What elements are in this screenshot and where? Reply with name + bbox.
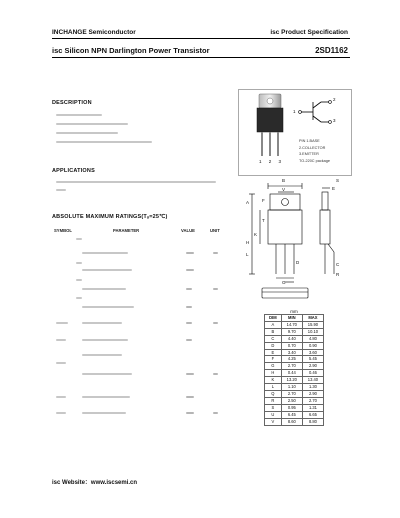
dim-letter-D: D — [296, 260, 300, 265]
pin-note: PIN 1.BASE — [299, 139, 320, 143]
ratings-parameter — [82, 306, 134, 308]
dim-letter-L: L — [246, 252, 249, 257]
schematic-label-emitter: 3 — [333, 118, 336, 123]
dim-cell: D — [265, 342, 282, 349]
ratings-parameter — [82, 339, 128, 341]
max-cell: 1.31 — [302, 404, 323, 411]
dimensions-header-row — [265, 315, 324, 322]
dim-letter-A: A — [246, 200, 250, 205]
min-cell: 9.70 — [281, 328, 302, 335]
min-cell: 14.70 — [281, 321, 302, 328]
dim-cell: H — [265, 370, 282, 377]
footer-website: isc Website：www.iscsemi.cn — [52, 480, 138, 486]
min-cell: 4.40 — [281, 335, 302, 342]
min-cell: 2.70 — [281, 390, 302, 397]
col-unit: UNIT — [210, 228, 220, 233]
dim-cell: E — [265, 349, 282, 356]
document-type: isc Product Specification — [270, 29, 348, 36]
max-cell: 4.80 — [302, 335, 323, 342]
max-cell: 2.70 — [302, 397, 323, 404]
applications-heading: APPLICATIONS — [52, 168, 95, 174]
schematic-label-collector: 2 — [333, 97, 336, 102]
ratings-symbol — [76, 262, 82, 264]
table-row — [265, 411, 324, 418]
ratings-unit — [213, 373, 218, 375]
end-view-diagram — [238, 282, 350, 304]
dimensions-unit: mm — [290, 309, 298, 314]
ratings-parameter — [82, 396, 130, 398]
ratings-value — [186, 373, 194, 375]
dim-letter-K: K — [254, 232, 258, 237]
table-row — [265, 404, 324, 411]
ratings-value — [186, 322, 192, 324]
max-cell: 0.46 — [302, 370, 323, 377]
ratings-symbol — [56, 322, 68, 324]
ratings-symbol — [56, 362, 66, 364]
ratings-value — [186, 288, 192, 290]
table-row — [265, 342, 324, 349]
title-rule — [52, 57, 350, 58]
dim-cell: Q — [265, 390, 282, 397]
table-row — [265, 370, 324, 377]
ratings-unit — [213, 288, 218, 290]
table-row — [265, 377, 324, 384]
dim-cell: C — [265, 335, 282, 342]
max-cell: 15.90 — [302, 321, 323, 328]
dim-letter-S: S — [336, 178, 340, 183]
table-row — [265, 356, 324, 363]
dim-letter-B: B — [282, 178, 286, 183]
ratings-value — [186, 412, 194, 414]
max-cell: 5.45 — [302, 356, 323, 363]
table-row — [265, 335, 324, 342]
min-cell: 8.60 — [281, 418, 302, 425]
max-cell: 10.10 — [302, 328, 323, 335]
pin-note: TO-220C package — [299, 158, 330, 163]
max-cell: 8.80 — [302, 418, 323, 425]
transistor-photo — [239, 90, 351, 175]
table-row — [265, 349, 324, 356]
min-cell: 4.25 — [281, 356, 302, 363]
max-cell: 1.30 — [302, 384, 323, 391]
ratings-parameter — [82, 354, 122, 356]
max-cell: 6.65 — [302, 411, 323, 418]
dim-letter-C: C — [336, 262, 340, 267]
company-name: INCHANGE Semiconductor — [52, 29, 136, 36]
dim-header: DIM — [265, 315, 282, 322]
dim-cell: L — [265, 384, 282, 391]
header-rule — [52, 38, 350, 39]
product-title: isc Silicon NPN Darlington Power Transistor — [52, 46, 210, 55]
description-heading: DESCRIPTION — [52, 100, 92, 106]
min-cell: 0.44 — [281, 370, 302, 377]
ratings-parameter — [82, 252, 128, 254]
min-cell: 13.20 — [281, 377, 302, 384]
min-cell: 3.40 — [281, 349, 302, 356]
dim-letter-V: V — [282, 187, 286, 192]
dim-letter-F: F — [262, 198, 265, 203]
part-number: 2SD1162 — [315, 46, 348, 55]
table-row — [265, 397, 324, 404]
max-cell: 3.60 — [302, 349, 323, 356]
table-row — [265, 321, 324, 328]
max-cell: 13.40 — [302, 377, 323, 384]
description-line — [56, 123, 128, 125]
dim-cell: K — [265, 377, 282, 384]
pin-note: 2.COLLECTOR — [299, 145, 326, 150]
dim-cell: B — [265, 328, 282, 335]
ratings-value — [186, 396, 194, 398]
ratings-symbol — [56, 412, 66, 414]
dim-cell: U — [265, 411, 282, 418]
min-header: MIN — [281, 315, 302, 322]
ratings-symbol — [76, 279, 82, 281]
table-row — [265, 363, 324, 370]
min-cell: 6.45 — [281, 411, 302, 418]
ratings-parameter — [82, 373, 132, 375]
table-row — [265, 384, 324, 391]
ratings-parameter — [82, 412, 126, 414]
dimensions-table — [264, 314, 324, 426]
dimensions-table-container — [264, 309, 324, 426]
ratings-symbol — [56, 396, 66, 398]
col-value: VALUE — [181, 228, 195, 233]
ratings-unit — [213, 412, 218, 414]
col-parameter: PARAMETER — [113, 228, 140, 233]
ratings-heading: ABSOLUTE MAXIMUM RATINGS(Tₐ=25℃) — [52, 214, 168, 220]
ratings-value — [186, 306, 192, 308]
table-row — [265, 328, 324, 335]
ratings-unit — [213, 322, 218, 324]
col-symbol: SYMBOL — [54, 228, 72, 233]
dim-letter-H: H — [246, 240, 250, 245]
min-cell: 2.70 — [281, 363, 302, 370]
description-line — [56, 132, 118, 134]
dim-cell: S — [265, 404, 282, 411]
max-header: MAX — [302, 315, 323, 322]
ratings-symbol — [56, 339, 66, 341]
min-cell: 0.70 — [281, 342, 302, 349]
end-view-drawing — [238, 282, 350, 304]
ratings-value — [186, 339, 192, 341]
pin-numbers: 1 2 3 — [259, 159, 285, 164]
description-line — [56, 141, 152, 143]
min-cell: 1.10 — [281, 384, 302, 391]
max-cell: 2.90 — [302, 363, 323, 370]
schematic-label-base: 1 — [293, 109, 296, 114]
dim-cell: A — [265, 321, 282, 328]
table-row — [265, 418, 324, 425]
ratings-value — [186, 269, 194, 271]
ratings-value — [186, 252, 194, 254]
ratings-unit — [213, 252, 218, 254]
table-row — [265, 390, 324, 397]
package-photo-box — [238, 89, 352, 176]
dim-cell: G — [265, 363, 282, 370]
applications-line — [56, 189, 66, 191]
ratings-parameter — [82, 269, 132, 271]
ratings-symbol — [76, 297, 82, 299]
dim-letter-R: R — [336, 272, 340, 277]
pin-notes — [299, 138, 330, 164]
min-cell: 2.50 — [281, 397, 302, 404]
ratings-symbol — [76, 238, 82, 240]
applications-line — [56, 181, 216, 183]
max-cell: 2.90 — [302, 390, 323, 397]
pin-note: 3.EMITTER — [299, 152, 319, 156]
dim-letter-E: E — [332, 186, 336, 191]
ratings-parameter — [82, 288, 126, 290]
min-cell: 0.95 — [281, 404, 302, 411]
dim-letter-G: G — [282, 280, 286, 285]
dim-cell: R — [265, 397, 282, 404]
max-cell: 0.90 — [302, 342, 323, 349]
ratings-parameter — [82, 322, 122, 324]
dim-letter-T: T — [262, 218, 265, 223]
dim-cell: F — [265, 356, 282, 363]
description-line — [56, 114, 102, 116]
dim-cell: V — [265, 418, 282, 425]
